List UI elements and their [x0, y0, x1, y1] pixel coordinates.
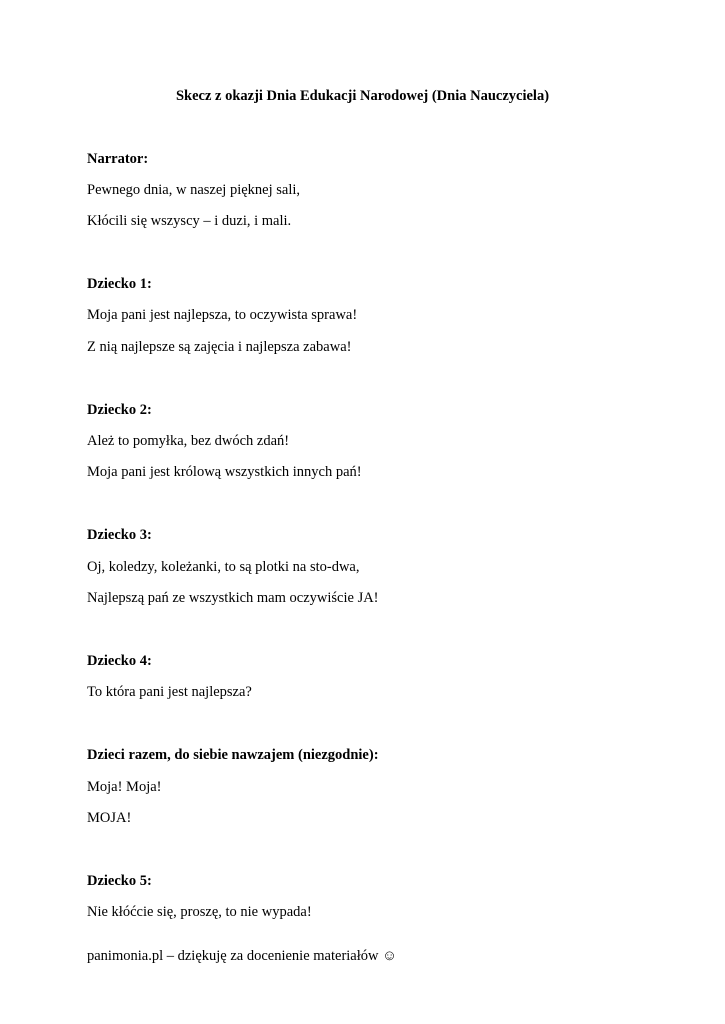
speaker-dzieci-razem: Dzieci razem, do siebie nawzajem (niezgodnie):: [87, 747, 379, 763]
document-title: Skecz z okazji Dnia Edukacji Narodowej (Dnia Nauczyciela): [175, 88, 550, 104]
dialogue-line: Z nią najlepsze są zajęcia i najlepsza zabawa!: [87, 339, 352, 355]
dialogue-line: Pewnego dnia, w naszej pięknej sali,: [87, 182, 301, 198]
speaker-dziecko-4: Dziecko 4:: [87, 653, 152, 669]
page-footer: panimonia.pl – dziękuję za docenienie materiałów ☺: [87, 948, 397, 964]
speaker-dziecko-3: Dziecko 3:: [87, 527, 152, 543]
speaker-dziecko-5: Dziecko 5:: [87, 873, 152, 889]
dialogue-line: Nie kłóćcie się, proszę, to nie wypada!: [87, 904, 312, 920]
dialogue-line: Kłócili się wszyscy – i duzi, i mali.: [87, 213, 292, 229]
speaker-dziecko-2: Dziecko 2:: [87, 402, 152, 418]
dialogue-line: Oj, koledzy, koleżanki, to są plotki na sto-dwa,: [87, 559, 360, 575]
dialogue-line: To która pani jest najlepsza?: [87, 684, 252, 700]
dialogue-line: MOJA!: [87, 810, 132, 826]
dialogue-line: Ależ to pomyłka, bez dwóch zdań!: [87, 433, 290, 449]
speaker-narrator: Narrator:: [87, 151, 149, 167]
dialogue-line: Najlepszą pań ze wszystkich mam oczywiście JA!: [87, 590, 379, 606]
dialogue-line: Moja! Moja!: [87, 779, 162, 795]
speaker-dziecko-1: Dziecko 1:: [87, 276, 152, 292]
dialogue-line: Moja pani jest królową wszystkich innych pań!: [87, 464, 362, 480]
dialogue-line: Moja pani jest najlepsza, to oczywista sprawa!: [87, 307, 358, 323]
